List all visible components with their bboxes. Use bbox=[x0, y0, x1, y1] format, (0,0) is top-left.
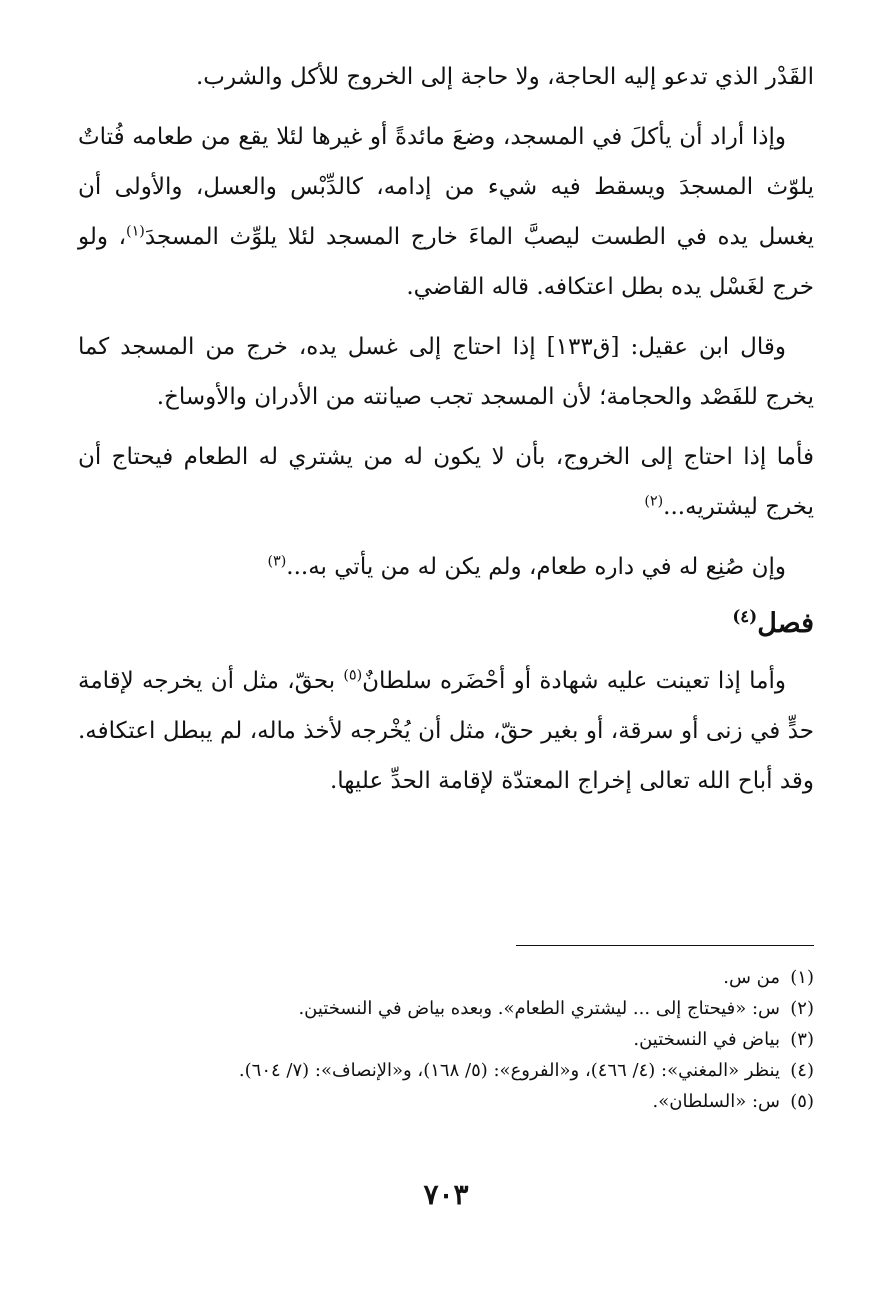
page-number: ٧٠٣ bbox=[423, 1178, 469, 1211]
footnote-number: (٤) bbox=[790, 1060, 814, 1081]
footnote-divider bbox=[516, 945, 814, 946]
section-heading-text: فصل bbox=[757, 608, 814, 639]
footnote-ref[interactable]: (٣) bbox=[267, 553, 287, 570]
footnote-item bbox=[78, 1055, 814, 1086]
paragraph bbox=[78, 542, 814, 592]
paragraph-text: القَدْر الذي تدعو إليه الحاجة، ولا حاجة إلى الخروج للأكل والشرب. bbox=[195, 64, 814, 90]
footnote-text: بياض في النسختين. bbox=[633, 1029, 780, 1050]
section-heading bbox=[78, 602, 814, 646]
paragraph-text-after: ، ولو خرج لغَسْل يده بطل اعتكافه. قاله القاضي. bbox=[78, 224, 814, 300]
footnote-number: (٥) bbox=[790, 1091, 814, 1112]
paragraph bbox=[78, 656, 814, 806]
paragraph-text-after: بحقّ، مثل أن يخرجه لإقامة حدٍّ في زنى أو سرقة، أو بغير حقّ، مثل أن يُخْرجه لأخذ ماله، لم يبطل اعتكافه. وقد أباح الله تعالى إخراج المعتدّة لإقامة الحدِّ عليها. bbox=[78, 668, 814, 794]
paragraph bbox=[78, 432, 814, 532]
paragraph bbox=[78, 322, 814, 422]
footnote-ref[interactable]: (١) bbox=[126, 223, 145, 240]
footnote-ref[interactable]: (٤) bbox=[732, 606, 758, 626]
footnote-text: ينظر «المغني»: (٤/ ٤٦٦)، و«الفروع»: (٥/ ١٦٨)، و«الإنصاف»: (٧/ ٦٠٤). bbox=[238, 1060, 780, 1081]
footnote-item bbox=[78, 1086, 814, 1117]
paragraph bbox=[78, 112, 814, 312]
footnote-text: س: «السلطان». bbox=[652, 1091, 780, 1112]
footnote-item bbox=[78, 1024, 814, 1055]
footnote-ref[interactable]: (٥) bbox=[343, 667, 363, 684]
paragraph-text: وقال ابن عقيل: [ق١٣٣] إذا احتاج إلى غسل يده، خرج من المسجد كما يخرج للفَصْد والحجامة؛ لأن المسجد تجب صيانته من الأدران والأوساخ. bbox=[78, 334, 814, 410]
footnote-number: (٣) bbox=[790, 1029, 814, 1050]
footnotes-list bbox=[78, 962, 814, 1117]
paragraph-text: وأما إذا تعينت عليه شهادة أو أحْضَره سلطانٌ bbox=[362, 668, 786, 694]
main-text bbox=[78, 52, 814, 806]
footnote-text: س: «فيحتاج إلى ... ليشتري الطعام». وبعده بياض في النسختين. bbox=[298, 998, 780, 1019]
paragraph-text: وإن صُنِع له في داره طعام، ولم يكن له من يأتي به... bbox=[286, 554, 786, 580]
paragraph bbox=[78, 52, 814, 102]
footnote-ref[interactable]: (٢) bbox=[644, 493, 664, 510]
paragraph-text: فأما إذا احتاج إلى الخروج، بأن لا يكون له من يشتري له الطعام فيحتاج أن يخرج ليشتريه... bbox=[78, 444, 814, 520]
footnote-number: (١) bbox=[790, 967, 814, 988]
footnote-text: من س. bbox=[723, 967, 780, 988]
page-body bbox=[78, 52, 814, 1252]
footnote-number: (٢) bbox=[790, 998, 814, 1019]
footnote-item bbox=[78, 993, 814, 1024]
paragraph-text: وإذا أراد أن يأكلَ في المسجد، وضعَ مائدةً أو غيرها لئلا يقع من طعامه فُتاتٌ يلوّث المسجدَ ويسقط فيه شيء من إدامه، كالدِّبْس والعسل، والأولى أن يغسل يده في الطست ليصبَّ الماءَ خارج المسجد لئلا يلوِّث المسجدَ bbox=[78, 124, 815, 250]
footnote-item bbox=[78, 962, 814, 993]
